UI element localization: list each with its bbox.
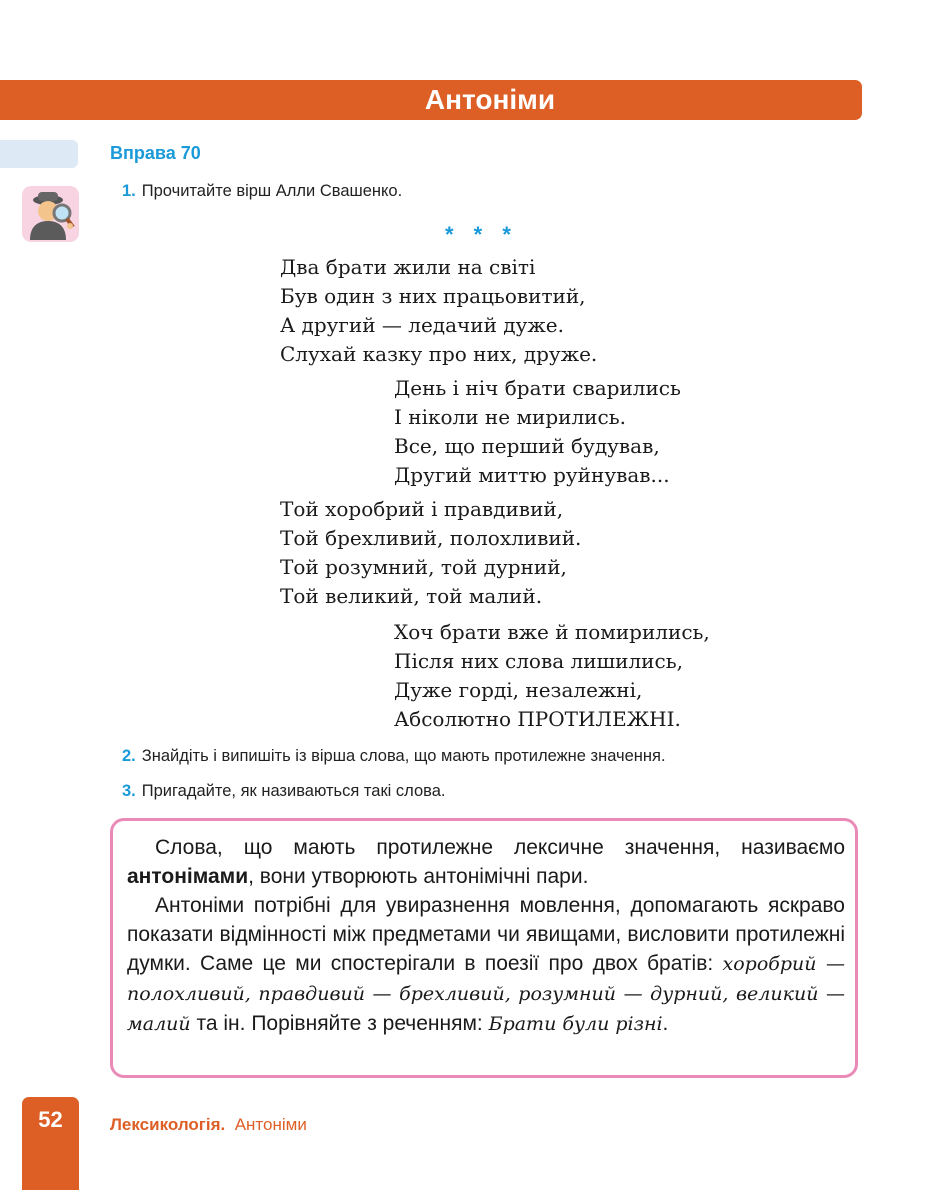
detective-with-magnifier-icon (22, 186, 79, 242)
poem-line: Абсолютно ПРОТИЛЕЖНІ. (394, 707, 681, 731)
title-bar (0, 80, 862, 120)
page-number-tab (22, 1097, 79, 1190)
rule-box (110, 818, 858, 1078)
footer-running-title (110, 1115, 307, 1135)
poem-stanza-3 (280, 495, 581, 611)
poem-stanza-2 (394, 374, 681, 490)
rule-paragraph-1: Слова, що мають протилежне лексичне значення, називаємо антонімами, вони утворюють антонімічні пари. (127, 836, 845, 888)
poem-line: Все, що перший будував, (394, 434, 660, 458)
poem-stanza-1 (280, 253, 597, 369)
exercise-tab-decoration (0, 140, 78, 168)
poem-stanza-4 (394, 618, 710, 734)
poem-line: Хоч брати вже й помирились, (394, 620, 710, 644)
poem-line: Той брехливий, полохливий. (280, 526, 582, 550)
poem-line: Після них слова лишились, (394, 649, 683, 673)
poem-line: А другий — ледачий дуже. (280, 313, 564, 337)
poem-line: Той розумний, той дурний, (280, 555, 567, 579)
page-title: Антоніми (424, 84, 556, 115)
poem-line: Був один з них працьовитий, (280, 284, 586, 308)
poem-line: Той великий, той малий. (280, 584, 543, 608)
task-2: 2. Знайдіть і випишіть із вірша слова, що мають протилежне значення. (122, 747, 666, 765)
rule-text (127, 833, 845, 1039)
poem-line: Слухай казку про них, друже. (280, 342, 598, 366)
poem-line: Два брати жили на світі (280, 255, 536, 279)
exercise-label: Вправа 70 (110, 143, 201, 163)
task-3: 3. Пригадайте, як називаються такі слова. (122, 782, 446, 800)
poem-line: День і ніч брати сварились (394, 376, 681, 400)
footer-section: Лексикологія. (110, 1115, 226, 1134)
page-number: 52 (38, 1107, 63, 1132)
poem-stars: * * * (445, 222, 518, 247)
poem-line: Другий миттю руйнував... (394, 463, 670, 487)
poem-line: Той хоробрий і правдивий, (280, 497, 564, 521)
footer-topic: Антоніми (234, 1115, 307, 1134)
rule-paragraph-2: Антоніми потрібні для увиразнення мовлення, допомагають яскраво показати відмінності між предметами чи явищами, висловити протилежні думки. Саме це ми спостерігали в поезії про двох братів: хоробрий — полохливий, правдивий — брехливий, розумний — дурний, великий — малий та ін. Порівняйте з реченням: Брати були різні. (127, 894, 845, 1035)
rule-example-sentence: Брати були різні (488, 1013, 663, 1035)
poem-line: Дуже горді, незалежні, (394, 678, 643, 702)
rule-term: антонімами (127, 865, 249, 888)
rule-examples: хоробрий — полохливий, правдивий — брехливий, розумний — дурний, великий — малий (127, 953, 845, 1035)
task-1: 1. Прочитайте вірш Алли Свашенко. (122, 182, 403, 200)
poem-line: І ніколи не мирились. (394, 405, 626, 429)
